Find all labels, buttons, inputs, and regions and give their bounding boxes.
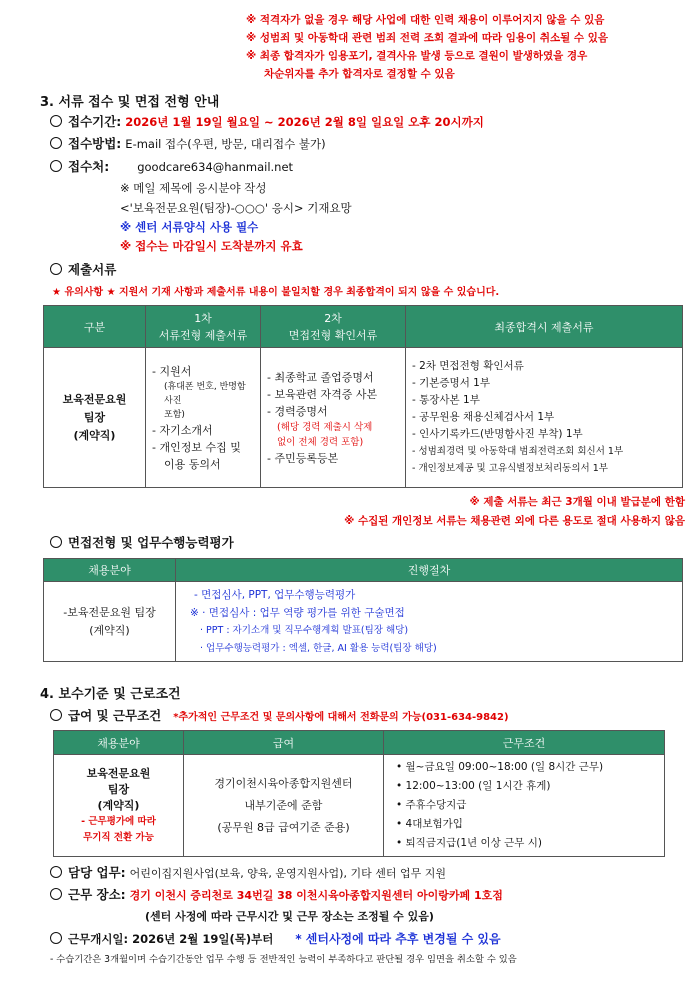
start-label: 근무개시일: 2026년 2월 19일(목)부터 [68,932,274,946]
section3-title: 3. 서류 접수 및 면접 전형 안내 [40,95,220,110]
pay-value [184,755,384,857]
doc-item: - 자기소개서 [152,423,213,437]
mail-note: ※ 센터 서류양식 사용 필수 [120,220,259,234]
interview-row [50,533,234,551]
method-row [50,134,326,152]
header-text: 서류전형 제출서류 [158,328,248,342]
docs-note: ※ 제출 서류는 최근 3개월 이내 발급분에 한함 [469,496,685,508]
header-text: 구분 [83,320,106,334]
doc-item: - 지원서 [152,364,192,378]
condition-item: • 4대보험가입 [396,818,463,830]
work-place-value: 경기 이천시 증리천로 34번길 38 이천시육아종합지원센터 아이랑카페 1호점 [129,889,503,902]
doc-item: - 개인정보제공 및 고유식별정보처리동의서 1부 [412,463,608,474]
place-label: 접수처: [68,159,110,174]
header-text: 최종합격시 제출서류 [494,320,594,334]
docs-row-label [44,348,146,488]
pay-header: 근무조건 [384,731,665,755]
period-value: 2026년 1월 19일 월요일 ~ 2026년 2월 8일 일요일 오후 20시까지 [125,115,484,129]
row-label-text: (계약직) [73,428,116,442]
duty-value: 어린이집지원사업(보육, 양육, 운영지원사업), 기타 센터 업무 지원 [129,867,446,880]
note-line: 차순위자를 추가 합격자로 결정할 수 있음 [264,68,455,80]
docs-col3 [406,348,683,488]
docs-header [44,306,146,348]
note-line: ※ 성범죄 및 아동학대 관련 범죄 전력 조회 결과에 따라 임용이 취소될 수 있음 [246,32,609,44]
docs-label: 제출서류 [68,262,117,277]
doc-item: (해당 경력 제출시 삭제 [277,421,373,433]
note-line: ※ 적격자가 없을 경우 해당 사업에 대한 인력 채용이 이루어지지 않을 수 있음 [246,14,605,26]
work-place-note: (센터 사정에 따라 근무시간 및 근무 장소는 조정될 수 있음) [145,910,434,923]
doc-item: - 2차 면접전형 확인서류 [412,360,524,372]
pay-text: (공무원 8급 급여기준 준용) [217,820,350,834]
field-text: 보육전문요원 [86,766,151,780]
docs-col2 [261,348,406,488]
circle-bullet-icon [50,137,62,149]
doc-item: - 인사기록카드(반명함사진 부착) 1부 [412,428,583,440]
step-line: · PPT : 자기소개 및 직무수행계획 발표(팀장 해당) [200,624,409,636]
circle-bullet-icon [50,888,62,900]
row-label-text: 팀장 [83,410,106,424]
doc-item: - 성범죄경력 및 아동학대 범죄전력조회 회신서 1부 [412,446,624,457]
pay-header: 채용분야 [54,731,184,755]
field-text: 무기직 전환 가능 [83,831,154,843]
doc-item: 이용 동의서 [164,457,221,471]
circle-bullet-icon [50,115,62,127]
conditions [384,755,665,857]
circle-bullet-icon [50,932,62,944]
header-text: 1차 [194,311,212,325]
pay-label: 급여 및 근무조건 [68,708,162,723]
docs-warning: ★ 유의사항 ★ 지원서 기재 사항과 제출서류 내용이 불일치할 경우 최종합격이 되지 않을 수 있습니다. [52,287,500,298]
interview-table [43,558,683,662]
doc-item: (휴대폰 번호, 반명함 사진 [164,381,246,406]
condition-item: • 월~금요일 09:00~18:00 (일 8시간 근무) [396,761,604,773]
mail-note: ※ 메일 제목에 응시분야 작성 [120,181,267,195]
docs-table [43,305,683,488]
docs-header [406,306,683,348]
method-value: E-mail 접수(우편, 방문, 대리접수 불가) [125,137,326,151]
pay-note: *추가적인 근무조건 및 문의사항에 대해서 전화문의 가능(031-634-9842) [173,712,509,723]
mail-note: <'보육전문요원(팀장)-○○○' 응시> 기재요망 [120,201,352,215]
docs-row [50,260,116,278]
pay-field [54,755,184,857]
doc-item: - 공무원용 채용신체검사서 1부 [412,411,555,423]
step-line: · 업무수행능력평가 : 엑셀, 한글, AI 활용 능력(팀장 해당) [200,642,437,654]
mail-note: ※ 접수는 마감일시 도착분까지 유효 [120,239,303,253]
interview-steps [176,582,683,662]
doc-item: - 기본증명서 1부 [412,377,491,389]
duty-row [50,863,446,881]
docs-note: ※ 수집된 개인정보 서류는 채용관련 외에 다른 용도로 절대 사용하지 않음 [344,515,685,527]
docs-header [146,306,261,348]
interview-field [44,582,176,662]
header-text: 면접전형 확인서류 [288,328,378,342]
pay-text: 내부기준에 준함 [244,798,323,812]
doc-item: - 보육관련 자격증 사본 [267,387,378,401]
doc-item: 포함) [164,409,185,420]
circle-bullet-icon [50,866,62,878]
doc-item: 없이 전체 경력 포함) [277,436,364,448]
place-row [50,157,293,175]
start-row [50,930,501,947]
docs-header [261,306,406,348]
email-link[interactable]: goodcare634@hanmail.net [137,160,294,174]
duty-label: 담당 업무: [68,865,126,880]
probation-note: - 수습기간은 3개월이며 수습기간동안 업무 수행 등 전반적인 능력이 부족하다고 판단될 경우 임면을 취소할 수 있음 [50,954,517,965]
start-note: * 센터사정에 따라 추후 변경될 수 있음 [295,932,501,946]
pay-row [50,706,509,724]
row-label-text: 보육전문요원 [62,392,127,406]
period-row [50,112,484,130]
header-text: 2차 [324,311,342,325]
step-line: ※ · 면접심사 : 업무 역량 평가를 위한 구술면접 [190,606,405,619]
condition-item: • 주휴수당지급 [396,799,467,811]
pay-table [53,730,665,857]
doc-item: - 경력증명서 [267,404,328,418]
doc-item: - 최종학교 졸업증명서 [267,370,374,384]
field-text: (계약직) [97,798,140,812]
method-label: 접수방법: [68,136,122,151]
work-place-row [50,885,503,903]
work-place-label: 근무 장소: [68,887,126,902]
step-line: - 면접심사, PPT, 업무수행능력평가 [194,588,356,601]
period-label: 접수기간: [68,114,122,129]
field-text: (계약직) [89,623,130,637]
note-line: ※ 최종 합격자가 임용포기, 결격사유 발생 등으로 결원이 발생하였을 경우 [246,50,588,62]
condition-item: • 12:00~13:00 (일 1시간 휴게) [396,780,551,792]
doc-item: - 주민등록등본 [267,451,339,465]
interview-header: 진행절차 [176,559,683,582]
circle-bullet-icon [50,536,62,548]
condition-item: • 퇴직금지급(1년 이상 근무 시) [396,837,542,849]
pay-text: 경기이천시육아종합지원센터 [214,776,353,790]
circle-bullet-icon [50,263,62,275]
section4-title: 4. 보수기준 및 근로조건 [40,687,181,702]
circle-bullet-icon [50,709,62,721]
field-text: - 근무평가에 따라 [81,815,156,827]
doc-item: - 통장사본 1부 [412,394,480,406]
pay-header: 급여 [184,731,384,755]
docs-col1 [146,348,261,488]
interview-label: 면접전형 및 업무수행능력평가 [68,535,234,550]
field-text: 팀장 [107,782,130,796]
doc-item: - 개인정보 수집 및 [152,440,241,454]
circle-bullet-icon [50,160,62,172]
field-text: -보육전문요원 팀장 [63,605,156,619]
interview-header: 채용분야 [44,559,176,582]
